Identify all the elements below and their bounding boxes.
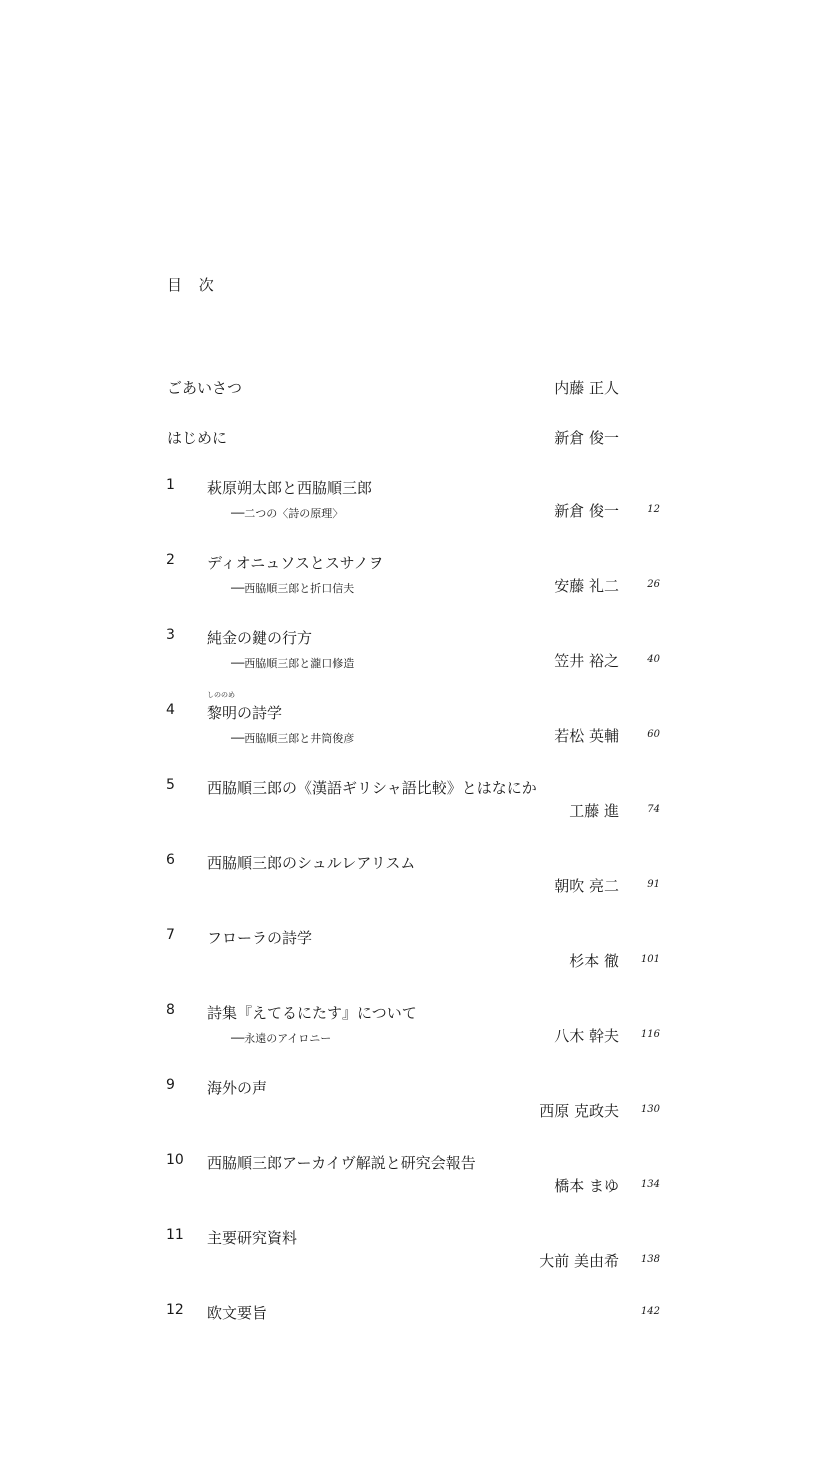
entry-author: 朝吹 亮二 xyxy=(554,877,619,895)
entry-page-number: 101 xyxy=(640,954,660,965)
entry-subtitle: ──永遠のアイロニー xyxy=(231,1032,332,1045)
entry-number: 8 xyxy=(166,1002,175,1018)
entry-page-number: 12 xyxy=(647,504,660,515)
entry-title: 詩集『えてるにたす』について xyxy=(207,1004,417,1022)
entry-number: 11 xyxy=(166,1227,184,1243)
entry-title: 西脇順三郎アーカイヴ解説と研究会報告 xyxy=(207,1154,476,1172)
entry-author: 杉本 徹 xyxy=(569,952,619,970)
entry-author: 笠井 裕之 xyxy=(554,652,619,670)
entry-subtitle: ──西脇順三郎と瀧口修造 xyxy=(231,657,355,670)
entry-number: 4 xyxy=(166,702,175,718)
toc-heading: 目 次 xyxy=(167,276,220,294)
entry-title: 黎明の詩学 xyxy=(207,704,283,722)
entry-title: ごあいさつ xyxy=(167,379,243,397)
entry-page-number: 134 xyxy=(640,1179,660,1190)
entry-author: 工藤 進 xyxy=(569,802,619,820)
entry-author: 内藤 正人 xyxy=(554,379,619,397)
entry-number: 7 xyxy=(166,927,175,943)
entry-number: 10 xyxy=(166,1152,184,1168)
entry-title: 西脇順三郎の《漢語ギリシャ語比較》とはなにか xyxy=(207,779,537,797)
entry-number: 3 xyxy=(166,627,175,643)
entry-page-number: 142 xyxy=(640,1306,660,1317)
entry-page-number: 91 xyxy=(647,879,660,890)
entry-subtitle: ──西脇順三郎と井筒俊彦 xyxy=(231,732,355,745)
entry-page-number: 138 xyxy=(640,1254,660,1265)
entry-ruby: しののめ xyxy=(207,691,235,699)
entry-author: 若松 英輔 xyxy=(554,727,619,745)
entry-author: 大前 美由希 xyxy=(539,1252,619,1270)
entry-author: 橋本 まゆ xyxy=(554,1177,619,1195)
entry-author: 西原 克政夫 xyxy=(539,1102,619,1120)
entry-number: 1 xyxy=(166,477,175,493)
entry-page-number: 130 xyxy=(640,1104,660,1115)
entry-page-number: 74 xyxy=(647,804,660,815)
entry-subtitle: ──二つの〈詩の原理〉 xyxy=(231,507,344,520)
entry-number: 9 xyxy=(166,1077,175,1093)
entry-title: フローラの詩学 xyxy=(207,929,313,947)
entry-author: 新倉 俊一 xyxy=(554,429,619,447)
entry-title: 主要研究資料 xyxy=(207,1229,298,1247)
entry-author: 八木 幹夫 xyxy=(554,1027,619,1045)
entry-number: 2 xyxy=(166,552,175,568)
entry-title: 欧文要旨 xyxy=(207,1304,268,1322)
entry-title: ディオニュソスとスサノヲ xyxy=(207,554,384,572)
entry-subtitle: ──西脇順三郎と折口信夫 xyxy=(231,582,355,595)
entry-title: はじめに xyxy=(167,429,228,447)
entry-title: 萩原朔太郎と西脇順三郎 xyxy=(207,479,373,497)
entry-title: 海外の声 xyxy=(207,1079,268,1097)
entry-page-number: 40 xyxy=(647,654,660,665)
entry-number: 6 xyxy=(166,852,175,868)
entry-title: 西脇順三郎のシュルレアリスム xyxy=(207,854,416,872)
entry-author: 新倉 俊一 xyxy=(554,502,619,520)
entry-page-number: 26 xyxy=(647,579,660,590)
entry-title: 純金の鍵の行方 xyxy=(207,629,313,647)
entry-page-number: 60 xyxy=(647,729,660,740)
entry-page-number: 116 xyxy=(640,1029,660,1040)
entry-number: 12 xyxy=(166,1302,184,1318)
entry-author: 安藤 礼二 xyxy=(554,577,619,595)
entry-number: 5 xyxy=(166,777,175,793)
